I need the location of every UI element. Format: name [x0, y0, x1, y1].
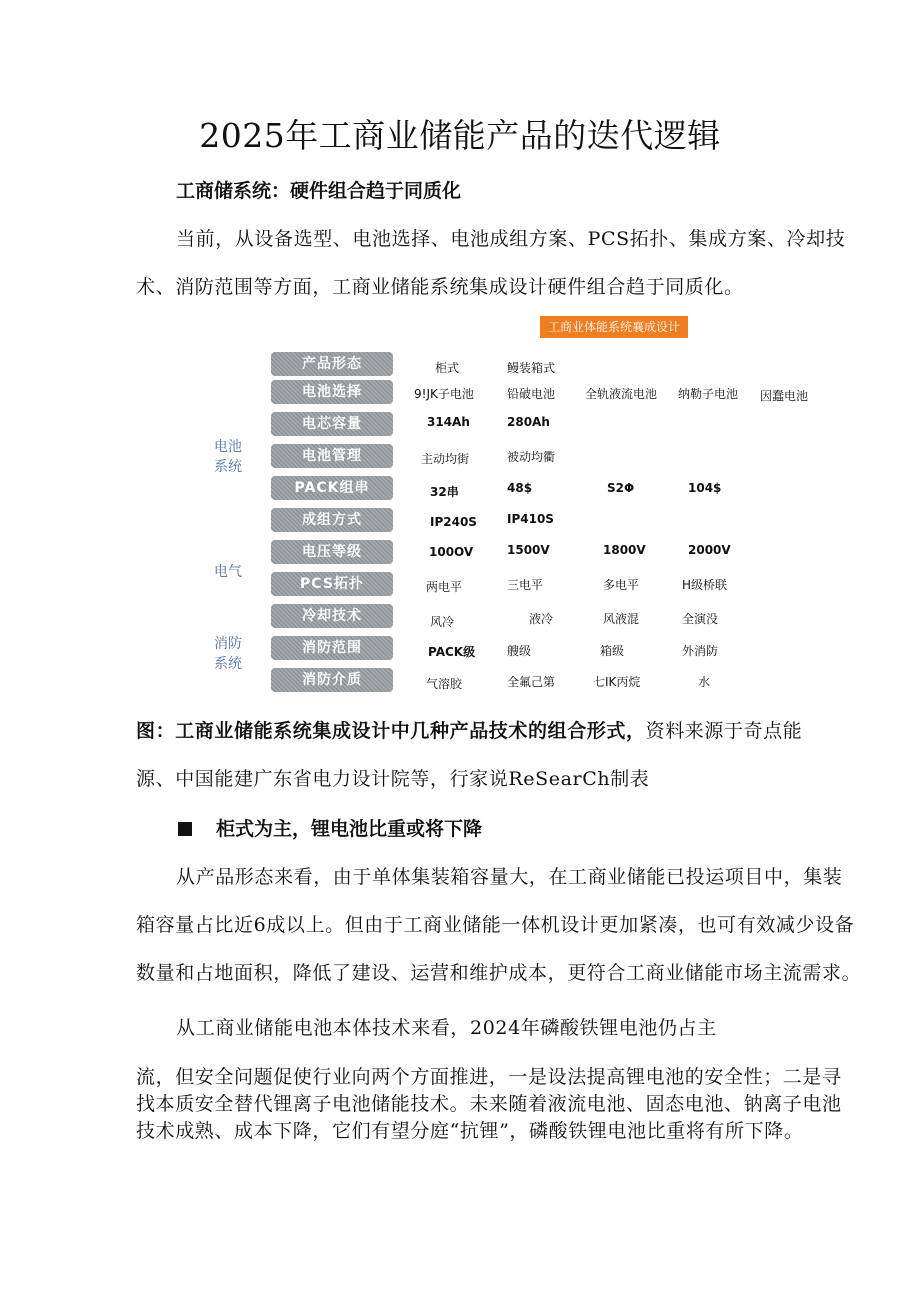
diagram-cell: 100OV: [429, 545, 474, 559]
diagram-cell: 箱级: [600, 644, 625, 658]
diagram-cell: 艘级: [507, 644, 532, 658]
row-label: PACK组串: [271, 476, 393, 500]
diagram-cell: 2000V: [688, 543, 731, 557]
caption-line: 源、中国能建广东省电力设计院等，行家说ReSearCh制表: [136, 768, 650, 790]
diagram-cell: 9!JK子电池: [414, 387, 474, 401]
diagram-cell: 因蠢电池: [760, 389, 809, 403]
diagram-cell: 全演没: [682, 612, 719, 626]
diagram-cell: 纳勒子电池: [678, 387, 739, 401]
diagram-cell: 三电平: [507, 578, 544, 592]
row-label: 成组方式: [271, 508, 393, 532]
diagram-cell: 多电平: [603, 578, 640, 592]
row-label: PCS拓扑: [271, 572, 393, 596]
group-label-electric: 电气: [214, 564, 242, 580]
diagram-cell: 外消防: [682, 644, 719, 658]
diagram-cell: 鳗装箱式: [507, 361, 556, 375]
group-label-fire: 消防 系统: [214, 636, 242, 672]
diagram-cell: IP240S: [430, 515, 477, 529]
group-label-battery: 电池 系统: [214, 439, 242, 475]
diagram-cell: 风冷: [430, 615, 455, 629]
diagram-cell: 32串: [430, 485, 459, 499]
paragraph-line: 找本质安全替代锂离子电池储能技术。未来随着液流电池、固态电池、钠离子电池: [136, 1093, 842, 1115]
diagram-cell: PACK级: [428, 645, 476, 659]
diagram-cell: S2Φ: [607, 481, 635, 495]
diagram-cell: 气溶胶: [426, 677, 463, 691]
diagram-cell: 1800V: [603, 543, 646, 557]
section-heading-hardware: 工商储系统：硬件组合趋于同质化: [176, 180, 462, 202]
paragraph-line: 数量和占地面积，降低了建设、运营和维护成本，更符合工商业储能市场主流需求。: [136, 962, 862, 984]
paragraph-line: 从产品形态来看，由于单体集装箱容量大，在工商业储能已投运项目中，集装: [176, 866, 843, 888]
section-heading-text: 柜式为主，锂电池比重或将下降: [216, 818, 483, 840]
paragraph-line: 术、消防范围等方面，工商业储能系统集成设计硬件组合趋于同质化。: [136, 276, 744, 298]
diagram-cell: 铅破电池: [507, 387, 556, 401]
diagram-cell: 液冷: [529, 612, 554, 626]
row-label: 电芯容量: [271, 412, 393, 436]
paragraph-line: 从工商业储能电池本体技术来看，2024年磷酸铁锂电池仍占主: [176, 1017, 717, 1039]
diagram-cell: 104$: [688, 481, 722, 495]
diagram-cell: 314Ah: [427, 415, 470, 429]
diagram-cell: 全轨液流电池: [585, 387, 658, 401]
paragraph-line: 技术成熟、成本下降，它们有望分庭“抗锂”，磷酸铁锂电池比重将有所下降。: [136, 1120, 804, 1142]
paragraph-line: 流，但安全问题促使行业向两个方面推进，一是设法提高锂电池的安全性；二是寻: [136, 1066, 842, 1088]
row-label: 电池选择: [271, 380, 393, 404]
diagram-title: 工商业体能系统襄成设计: [540, 316, 688, 338]
page-title: 2025年工商业储能产品的迭代逻辑: [199, 116, 721, 155]
diagram-cell: 48$: [507, 481, 533, 495]
caption-source: 资料来源于奇点能: [645, 720, 803, 742]
caption-bold: 图：工商业储能系统集成设计中几种产品技术的组合形式，: [136, 720, 646, 742]
row-label: 产品形态: [271, 352, 393, 376]
paragraph-line: 当前，从设备选型、电池选择、电池成组方案、PCS拓扑、集成方案、冷却技: [176, 228, 846, 250]
row-label: 冷却技术: [271, 604, 393, 628]
square-bullet-icon: [178, 822, 192, 836]
figure-caption: [136, 716, 802, 743]
diagram-cell: 全氟己第: [507, 675, 556, 689]
section-heading-cabinet: [178, 814, 482, 841]
row-label: 电池管理: [271, 444, 393, 468]
diagram-cell: 280Ah: [507, 415, 550, 429]
diagram-cell: 风液混: [603, 612, 640, 626]
diagram-cell: 柜式: [435, 361, 460, 375]
row-label: 消防介质: [271, 668, 393, 692]
diagram-cell: H级桥联: [682, 578, 728, 592]
diagram-cell: 七IK丙烷: [593, 675, 641, 689]
diagram-cell: 两电平: [426, 580, 463, 594]
row-label: 电压等级: [271, 540, 393, 564]
paragraph-line: 箱容量占比近6成以上。但由于工商业储能一体机设计更加紧凑，也可有效减少设备: [136, 914, 855, 936]
diagram-cell: IP410S: [507, 512, 554, 526]
diagram-cell: 1500V: [507, 543, 550, 557]
diagram-cell: 水: [698, 675, 711, 689]
diagram-cell: 被动均衢: [507, 450, 556, 464]
row-label: 消防范围: [271, 636, 393, 660]
diagram-cell: 主动均街: [421, 452, 470, 466]
